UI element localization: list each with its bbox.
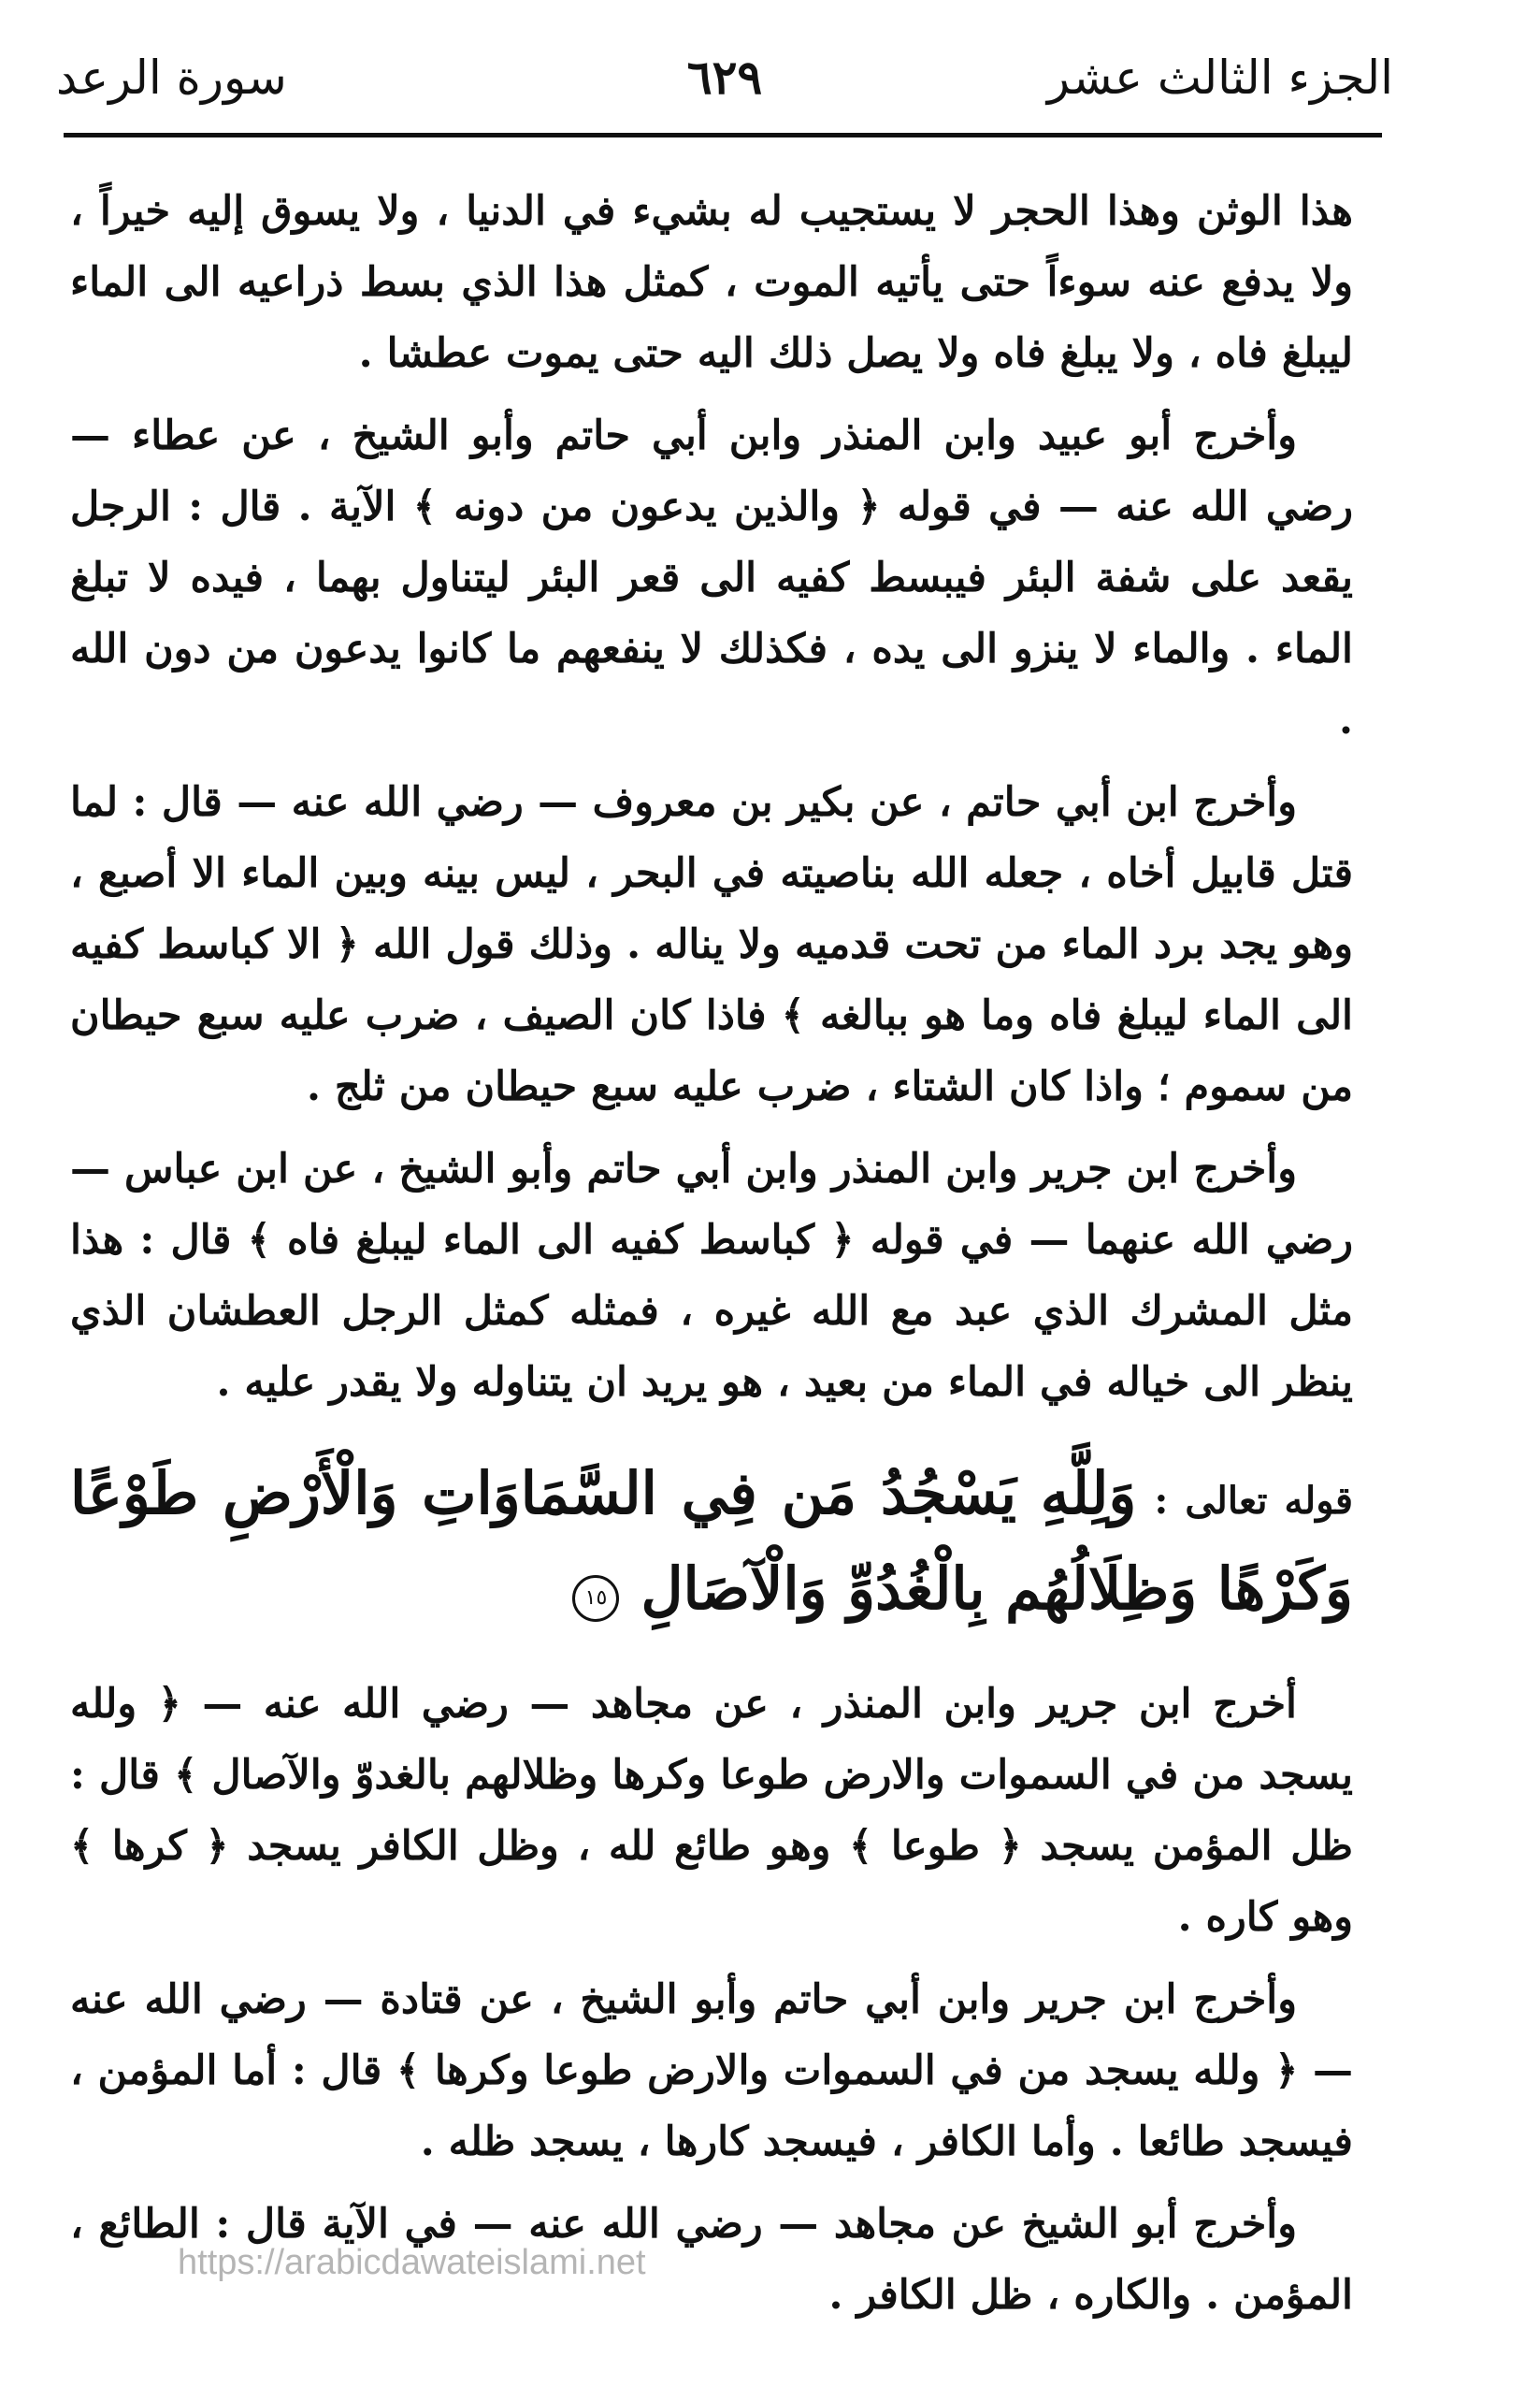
paragraph: وأخرج ابن أبي حاتم ، عن بكير بن معروف — رضي الله عنه — قال : لما قتل قابيل أخاه ، جعله الله بناصيته في البحر ، ليس بينه وبين الماء الا أصبع ، وهو يجد برد الماء من تحت قدميه ولا يناله . وذلك قول الله ﴿ الا كباسط كفيه الى الماء ليبلغ فاه وما هو ببالغه ﴾ فاذا كان الصيف ، ضرب عليه سبع حيطان من سموم ؛ واذا كان الشتاء ، ضرب عليه سبع حيطان من ثلج . [70,779,1353,1110]
header-divider [64,133,1382,137]
watermark-url: https://arabicdawateislami.net [178,2243,646,2282]
ayah-number-marker: ١٥ [572,1575,619,1622]
page-number: ٦٢٩ [686,50,763,105]
main-text [70,176,1353,2342]
running-head-surah: سورة الرعد [56,51,287,105]
running-head-part: الجزء الثالث عشر [1046,51,1393,105]
paragraph: وأخرج أبو عبيد وابن المنذر وابن أبي حاتم وأبو الشيخ ، عن عطاء — رضي الله عنه — في قوله ﴿ والذين يدعون من دونه ﴾ الآية . قال : الرجل يقعد على شفة البئر فيبسط كفيه الى قعر البئر ليتناول بهما ، فيده لا تبلغ الماء . والماء لا ينزو الى يده ، فكذلك لا ينفعهم ما كانوا يدعون من دون الله . [70,412,1353,744]
page-header [56,36,1393,129]
paragraph: هذا الوثن وهذا الحجر لا يستجيب له بشيء في الدنيا ، ولا يسوق إليه خيراً ، ولا يدفع عنه سوءاً حتى يأتيه الموت ، كمثل هذا الذي بسط ذراعيه الى الماء ليبلغ فاه ، ولا يبلغ فاه ولا يصل ذلك اليه حتى يموت عطشا . [70,188,1353,377]
paragraph: وأخرج ابن جرير وابن المنذر وابن أبي حاتم وأبو الشيخ ، عن ابن عباس — رضي الله عنهما — في قوله ﴿ كباسط كفيه الى الماء ليبلغ فاه ﴾ قال : هذا مثل المشرك الذي عبد مع الله غيره ، فمثله كمثل الرجل العطشان الذي ينظر الى خياله في الماء من بعيد ، هو يريد ان يتناوله ولا يقدر عليه . [70,1146,1353,1406]
verse-intro: قوله تعالى : [1154,1479,1353,1523]
paragraph: وأخرج ابن جرير وابن أبي حاتم وأبو الشيخ ، عن قتادة — رضي الله عنه — ﴿ ولله يسجد من في السموات والارض طوعا وكرها ﴾ قال : أما المؤمن ، فيسجد طائعا . وأما الكافر ، فيسجد كارها ، يسجد ظله . [70,1976,1353,2165]
quran-verse-text: وَلِلَّهِ يَسْجُدُ مَن فِي السَّمَاوَاتِ وَالْأَرْضِ طَوْعًا وَكَرْهًا وَظِلَالُهُم بِالْغُدُوِّ وَالْآصَالِ [70,1459,1353,1623]
quran-verse-block [70,1446,1353,1637]
paragraph: أخرج ابن جرير وابن المنذر ، عن مجاهد — رضي الله عنه — ﴿ ولله يسجد من في السموات والارض طوعا وكرها وظلالهم بالغدوّ والآصال ﴾ قال : ظل المؤمن يسجد ﴿ طوعا ﴾ وهو طائع لله ، وظل الكافر يسجد ﴿ كرها ﴾ وهو كاره . [70,1681,1353,1941]
paragraph: وأخرج أبو الشيخ عن مجاهد — رضي الله عنه — في الآية قال : الطائع ، المؤمن . والكاره ، ظل الكافر . [70,2201,1353,2319]
